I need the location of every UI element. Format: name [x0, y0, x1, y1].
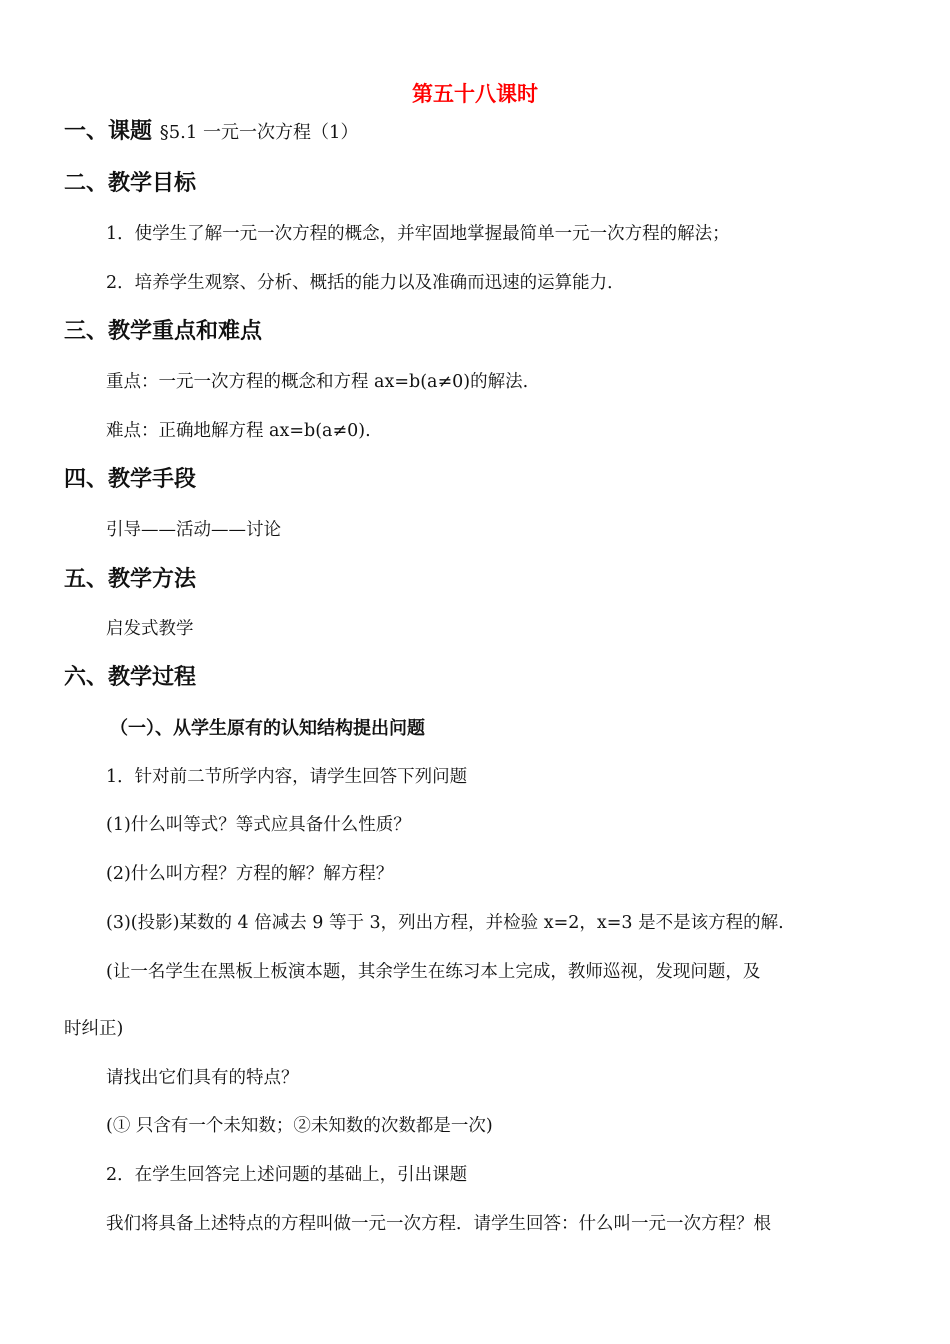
difficult-point: 难点：正确地解方程 ax=b(a≠0).: [106, 421, 371, 441]
process-line: (① 只含有一个未知数；②未知数的次数都是一次): [106, 1116, 493, 1136]
page-title: 第五十八课时: [412, 82, 538, 106]
objective-item: 2．培养学生观察、分析、概括的能力以及准确而迅速的运算能力．: [106, 273, 625, 293]
section-heading: 四、教学手段: [64, 467, 197, 492]
section-heading: 六、教学过程: [64, 665, 197, 690]
process-line: (1)什么叫等式？等式应具备什么性质？: [106, 815, 411, 835]
process-line: (让一名学生在黑板上板演本题，其余学生在练习本上完成，教师巡视，发现问题，及: [106, 962, 761, 982]
section-heading: 一、课题: [64, 119, 153, 144]
process-line: (3)(投影)某数的 4 倍减去 9 等于 3，列出方程，并检验 x=2，x=3 是不是该方程的解.: [106, 913, 784, 933]
section-heading: 五、教学方法: [64, 567, 197, 592]
process-line: 时纠正): [64, 1019, 124, 1039]
subsection-heading: （一）、从学生原有的认知结构提出问题: [110, 718, 425, 739]
teaching-means: 引导——活动——讨论: [106, 520, 281, 540]
section-topic: [64, 114, 359, 145]
topic-text: §5.1 一元一次方程（1）: [159, 122, 359, 143]
key-point: 重点：一元一次方程的概念和方程 ax=b(a≠0)的解法.: [106, 372, 529, 392]
section-heading: 三、教学重点和难点: [64, 319, 263, 344]
section-heading: 二、教学目标: [64, 171, 197, 196]
process-line: 2．在学生回答完上述问题的基础上，引出课题: [106, 1165, 468, 1185]
objective-item: 1．使学生了解一元一次方程的概念，并牢固地掌握最简单一元一次方程的解法；: [106, 224, 730, 244]
process-line: (2)什么叫方程？方程的解？解方程？: [106, 864, 394, 884]
process-line: 我们将具备上述特点的方程叫做一元一次方程．请学生回答：什么叫一元一次方程？根: [106, 1214, 771, 1234]
teaching-method: 启发式教学: [106, 619, 194, 639]
process-line: 1．针对前二节所学内容，请学生回答下列问题: [106, 767, 468, 787]
process-line: 请找出它们具有的特点？: [106, 1068, 299, 1088]
